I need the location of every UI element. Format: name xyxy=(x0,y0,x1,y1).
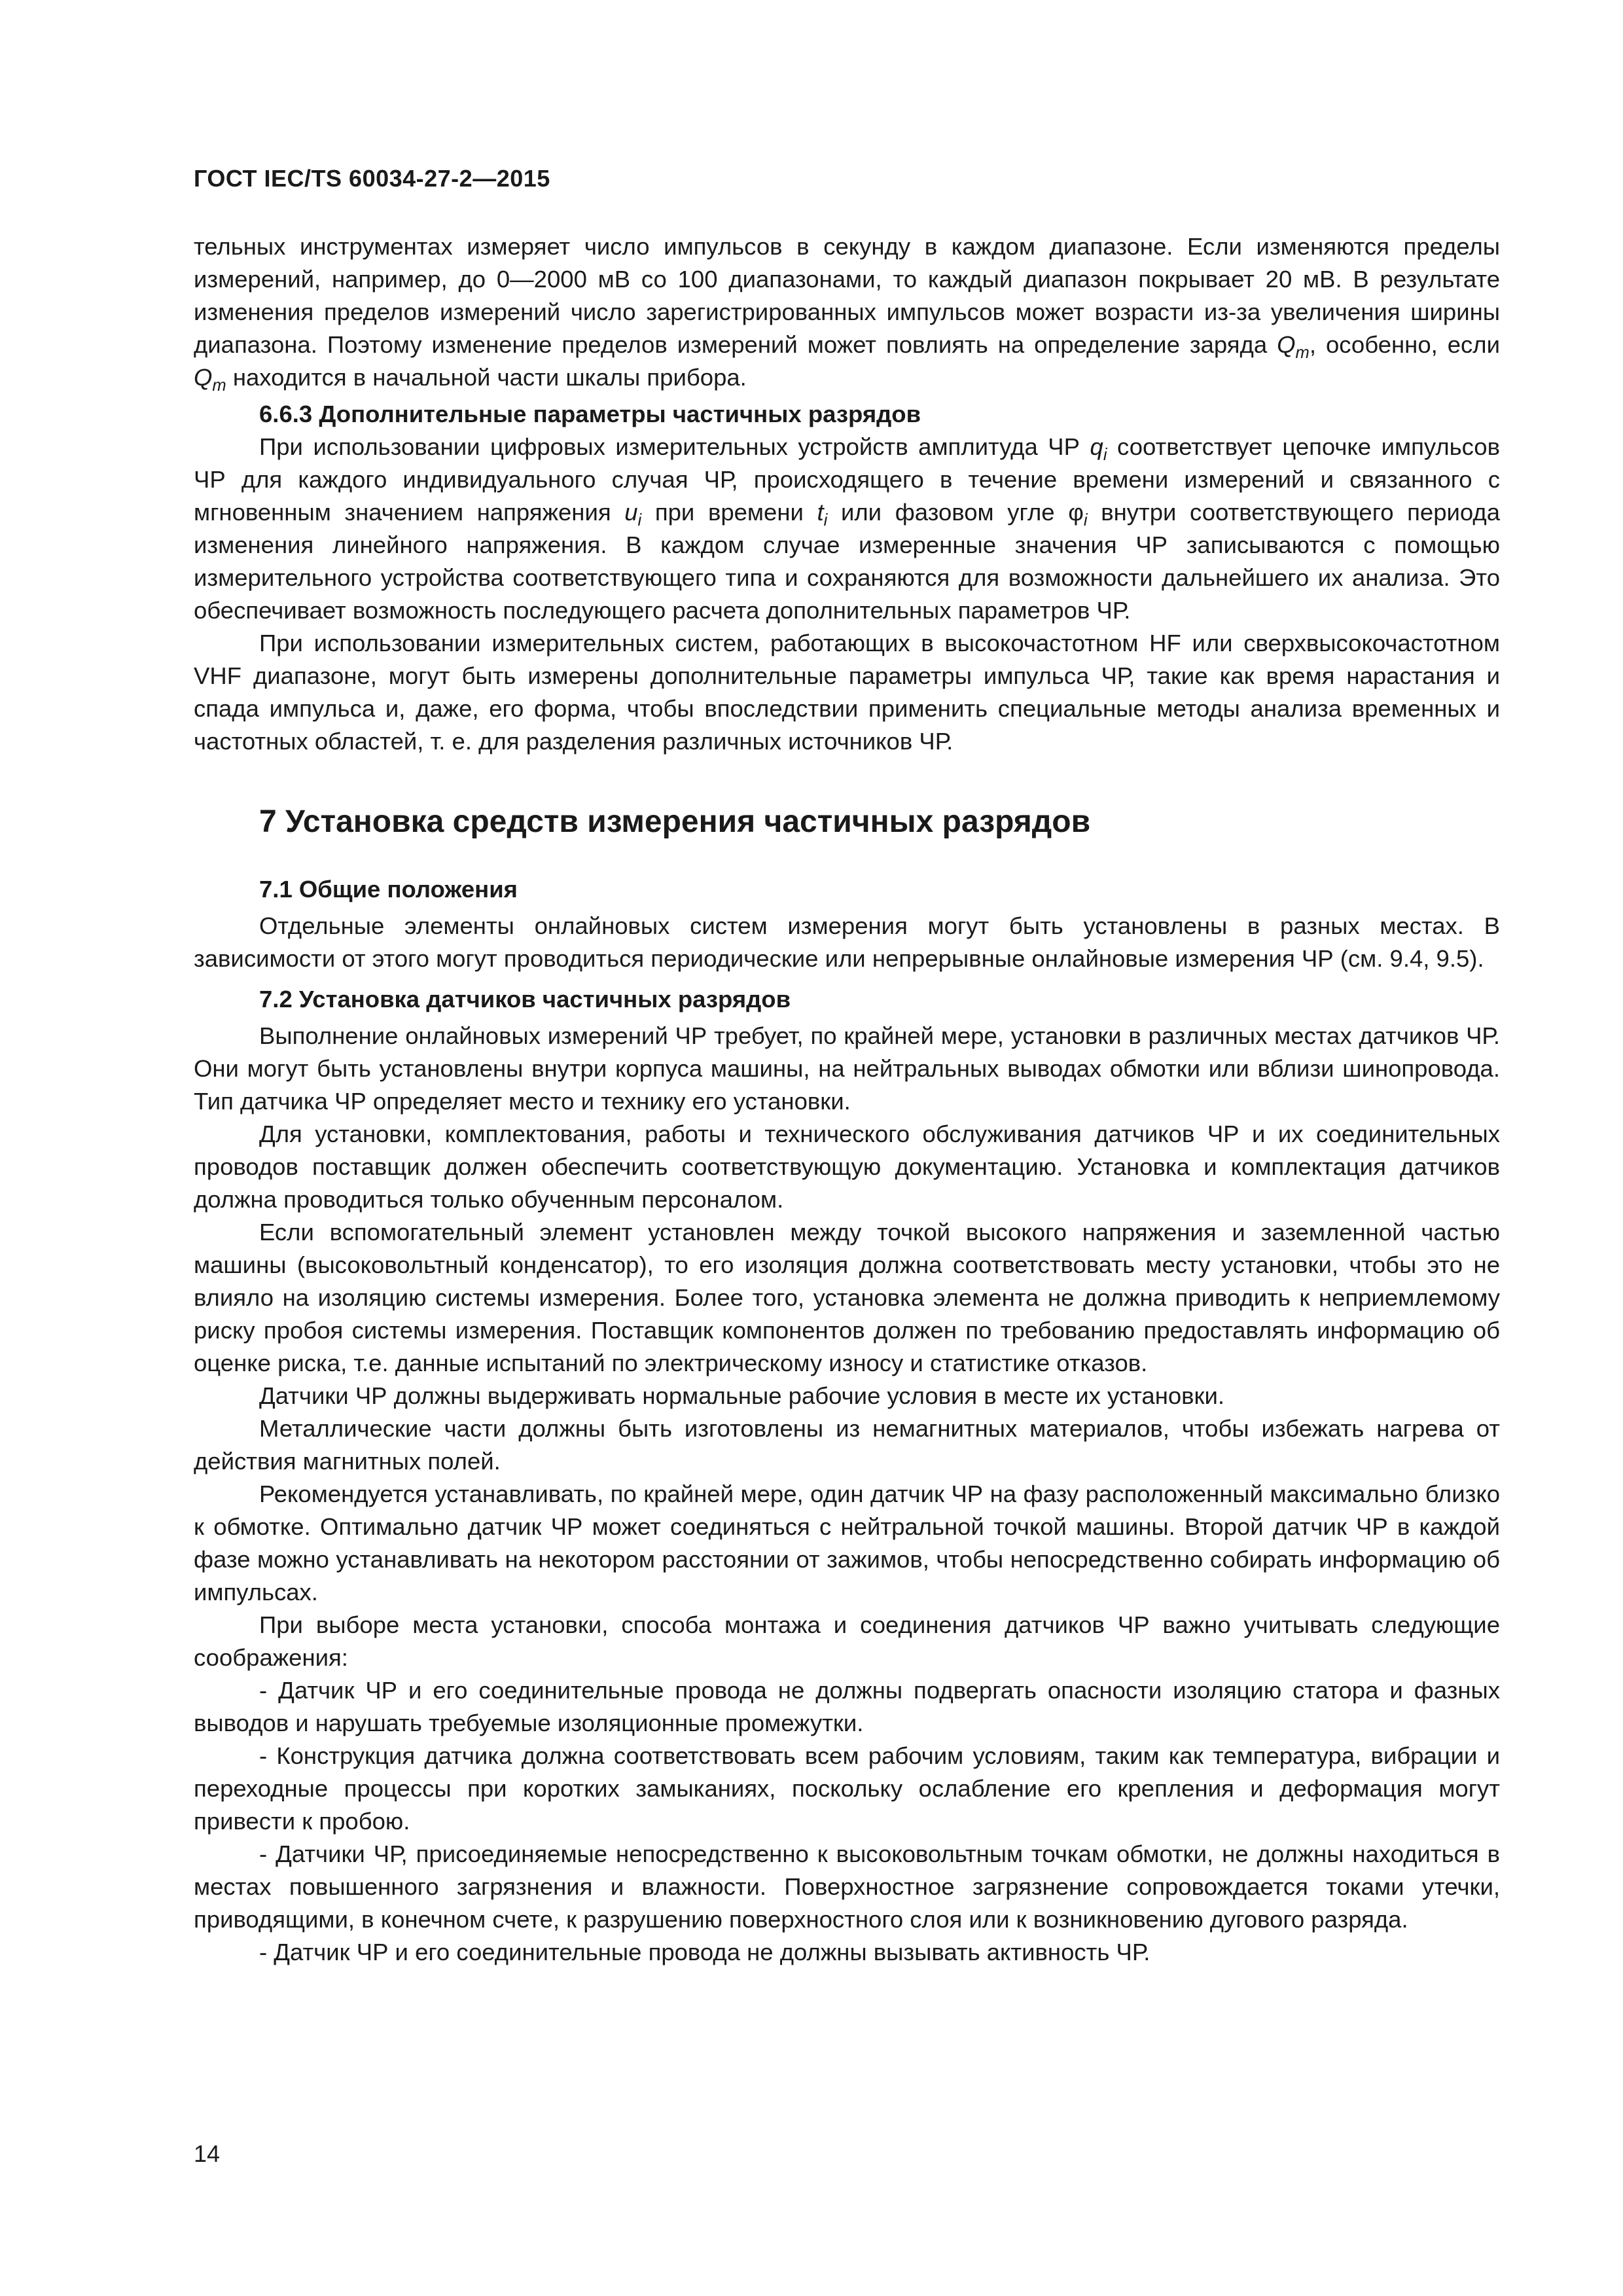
symbol-phi: φ xyxy=(1068,499,1084,526)
paragraph-7-2-3: Если вспомогательный элемент установлен между точкой высокого напряжения и заземленной частью машины (высоковольтный конденсатор), то его изоляция должна соответствовать месту установки, чтобы это не влияло на изоляцию системы измерения. Более того, установка элемента не должна приводить к неприемлемому риску пробоя системы измерения. Поставщик компонентов должен по требованию предоставлять информацию об оценке риска, т.е. данные испытаний по электрическому износу и статистике отказов. xyxy=(194,1219,1500,1376)
paragraph-7-2-5: Металлические части должны быть изготовлены из немагнитных материалов, чтобы избежать нагрева от действия магнитных полей. xyxy=(194,1415,1500,1475)
symbol-q: q xyxy=(1090,433,1103,460)
page-number: 14 xyxy=(194,2140,221,2167)
heading-section-7: 7 Установка средств измерения частичных разрядов xyxy=(259,804,1091,839)
symbol-t: t xyxy=(817,499,824,526)
subscript-i: i xyxy=(637,511,642,529)
paragraph-6-6-3-2: При использовании измерительных систем, работающих в высокочастотном HF или сверхвысокочастотном VHF диапазоне, могут быть измерены дополнительные параметры импульса ЧР, такие как время нарастания и спада импульса и, даже, его форма, чтобы впоследствии применить специальные методы анализа временных и частотных областей, т. е. для разделения различных источников ЧР. xyxy=(194,630,1500,755)
heading-7-2: 7.2 Установка датчиков частичных разрядов xyxy=(259,986,791,1013)
paragraph-7-2-6: Рекомендуется устанавливать, по крайней мере, один датчик ЧР на фазу расположенный максимально близко к обмотке. Оптимально датчик ЧР может соединяться с нейтральной точкой машины. Второй датчик ЧР в каждой фазе можно устанавливать на некотором расстоянии от зажимов, чтобы непосредственно собирать информацию об импульсах. xyxy=(194,1480,1500,1605)
heading-7-1: 7.1 Общие положения xyxy=(259,876,518,903)
list-item: - Датчики ЧР, присоединяемые непосредственно к высоковольтным точкам обмотки, не должны находиться в местах повышенного загрязнения и влажности. Поверхностное загрязнение сопровождается токами утечки, приводящими, в конечном счете, к разрушению поверхностного слоя или к возникновению дугового разряда. xyxy=(194,1840,1500,1933)
paragraph-7-1-1: Отдельные элементы онлайновых систем измерения могут быть установлены в разных местах. В зависимости от этого могут проводиться периодические или непрерывные онлайновые измерения ЧР (см. 9.4, 9.5). xyxy=(194,912,1500,972)
list-item: - Конструкция датчика должна соответствовать всем рабочим условиям, таким как температура, вибрации и переходные процессы при коротких замыканиях, поскольку ослабление его крепления и деформация могут привести к пробою. xyxy=(194,1742,1500,1835)
text-run: При использовании цифровых измерительных устройств амплитуда ЧР xyxy=(259,433,1090,460)
paragraph-6-6-3-1 xyxy=(194,431,1500,627)
symbol-q: Q xyxy=(1277,331,1296,358)
subscript-m: m xyxy=(1295,344,1310,362)
text-run: тельных инструментах измеряет число импульсов в секунду в каждом диапазоне. Если изменяются пределы измерений, например, до 0—2000 мВ со 100 диапазонами, то каждый диапазон покрывает 20 мВ. В результате изменения пределов измерений число зарегистрированных импульсов может возрасти из-за увеличения ширины диапазона. Поэтому изменение пределов измерений может повлиять на определение заряда xyxy=(194,233,1500,358)
subscript-i: i xyxy=(1103,446,1107,464)
symbol-u: u xyxy=(624,499,638,526)
subscript-i: i xyxy=(823,511,828,529)
text-run: или фазовом угле xyxy=(827,499,1069,526)
list-item: - Датчик ЧР и его соединительные провода не должны подвергать опасности изоляцию статора и фазных выводов и нарушать требуемые изоляционные промежутки. xyxy=(194,1677,1500,1736)
text-run: , особенно, если xyxy=(1309,331,1500,358)
intro-paragraph xyxy=(194,230,1500,394)
text-run: при времени xyxy=(641,499,817,526)
list-item: - Датчик ЧР и его соединительные провода не должны вызывать активность ЧР. xyxy=(259,1939,1150,1965)
paragraph-7-2-1: Выполнение онлайновых измерений ЧР требует, по крайней мере, установки в различных местах датчиков ЧР. Они могут быть установлены внутри корпуса машины, на нейтральных выводах обмотки или вблизи шинопровода. Тип датчика ЧР определяет место и технику его установки. xyxy=(194,1022,1500,1115)
heading-6-6-3: 6.6.3 Дополнительные параметры частичных разрядов xyxy=(259,401,921,427)
paragraph-7-2-7: При выборе места установки, способа монтажа и соединения датчиков ЧР важно учитывать следующие соображения: xyxy=(194,1611,1500,1671)
text-run: соответствует цепочке импульсов ЧР для каждого индивидуального случая ЧР, происходящего в течение времени измерений и связанного с мгновенным значением напряжения xyxy=(194,433,1500,526)
subscript-i: i xyxy=(1083,511,1088,529)
paragraph-7-2-2: Для установки, комплектования, работы и технического обслуживания датчиков ЧР и их соединительных проводов поставщик должен обеспечить соответствующую документацию. Установка и комплектация датчиков должна проводиться только обученным персоналом. xyxy=(194,1121,1500,1213)
symbol-q: Q xyxy=(194,364,213,391)
text-run: находится в начальной части шкалы прибора. xyxy=(226,364,747,391)
page-header: ГОСТ IEC/TS 60034-27-2—2015 xyxy=(194,165,550,192)
text-run: внутри соответствующего периода изменения линейного напряжения. В каждом случае измеренные значения ЧР записываются с помощью измерительного устройства соответствующего типа и сохраняются для возможности дальнейшего их анализа. Это обеспечивает возможность последующего расчета дополнительных параметров ЧР. xyxy=(194,499,1500,624)
subscript-m: m xyxy=(212,376,226,395)
paragraph-7-2-4: Датчики ЧР должны выдерживать нормальные рабочие условия в месте их установки. xyxy=(259,1382,1225,1409)
document-body xyxy=(194,230,1500,1969)
